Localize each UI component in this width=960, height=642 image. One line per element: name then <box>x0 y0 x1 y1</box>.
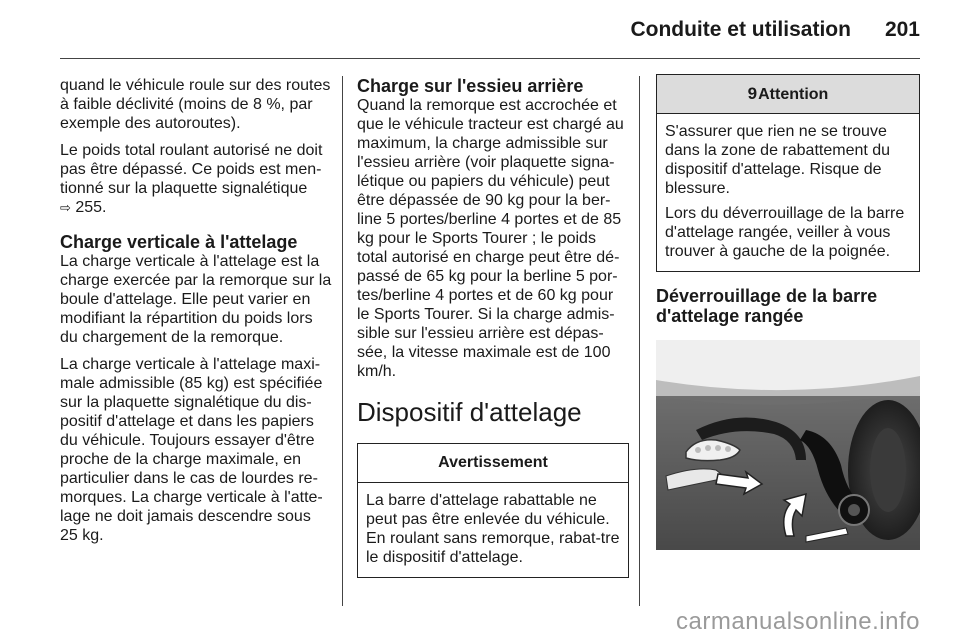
paragraph: La charge verticale à l'attelage maxi-male admissible (85 kg) est spécifiée sur la plaquette signalétique du dis-positif d'attelage et dans les papiers du véhicule. Toujours essayer d'être proche de la charge maximale, en particulier dans le cas de lourdes re-morques. La charge verticale à l'atte-lage ne doit jamais descendre sous 25 kg. <box>60 356 323 544</box>
header-divider <box>60 58 920 59</box>
column-divider <box>342 76 343 606</box>
paragraph: Quand la remorque est accrochée et que le véhicule tracteur est chargé au maximum, la charge admissible sur l'essieu arrière (voir plaquette signa-létique ou papiers du véhicule) peut être dépassée de 90 kg pour la ber-line 5 portes/berline 4 portes et de 85 kg pour le Sports Tourer ; le poids total autorisé en charge peut être dé-passé de 65 kg pour la berline 5 por-tes/berline 4 portes et de 60 kg pour le Sports Tourer. Si la charge admis-sible sur l'essieu arrière est dépas-sée, la vitesse maximale est de 100 km/h. <box>357 97 624 380</box>
warning-box <box>357 443 629 578</box>
warning-triangle-icon: 9 <box>747 84 758 103</box>
paragraph: La charge verticale à l'attelage est la charge exercée par la remorque sur la boule d'attelage. Elle peut varier en modifiant la répartition du poids lors du chargement de la remorque. <box>60 253 332 346</box>
section-heading: Charge verticale à l'attelage <box>60 232 298 252</box>
page-reference-icon: ⇨ <box>60 201 71 216</box>
towbar-unlock-illustration <box>656 340 920 550</box>
page-header <box>630 18 920 42</box>
warning-text: La barre d'attelage rabattable ne peut pas être enlevée du véhicule. En roulant sans remorque, rabat-tre le dispositif d'attelage. <box>366 492 620 566</box>
attention-title: Attention <box>758 86 829 103</box>
paragraph: Le poids total roulant autorisé ne doit pas être dépassé. Ce poids est men-tionné sur la plaquette signalétique ⇨ 255. <box>60 142 323 216</box>
attention-header <box>657 75 919 114</box>
warning-title: Avertissement <box>358 444 628 483</box>
section-title: Conduite et utilisation <box>630 18 851 41</box>
section-heading: Charge sur l'essieu arrière <box>357 76 584 96</box>
attention-text: Lors du déverrouillage de la barre d'attelage rangée, veiller à vous trouver à gauche de la poignée. <box>665 205 905 260</box>
column-divider <box>639 76 640 606</box>
paragraph: quand le véhicule roule sur des routes à faible déclivité (moins de 8 %, par exemple des autoroutes). <box>60 77 331 132</box>
attention-box <box>656 74 920 272</box>
column-right <box>656 76 920 550</box>
page-reference[interactable]: 255. <box>75 199 107 216</box>
column-left <box>60 76 332 553</box>
column-middle <box>357 76 625 578</box>
chapter-heading: Dispositif d'attelage <box>357 397 582 427</box>
section-heading: Déverrouillage de la barre d'attelage rangée <box>656 286 878 326</box>
attention-text: S'assurer que rien ne se trouve dans la zone de rabattement du dispositif d'attelage. Risque de blessure. <box>665 123 891 197</box>
page-number: 201 <box>884 18 920 41</box>
watermark: carmanualsonline.info <box>676 608 920 635</box>
